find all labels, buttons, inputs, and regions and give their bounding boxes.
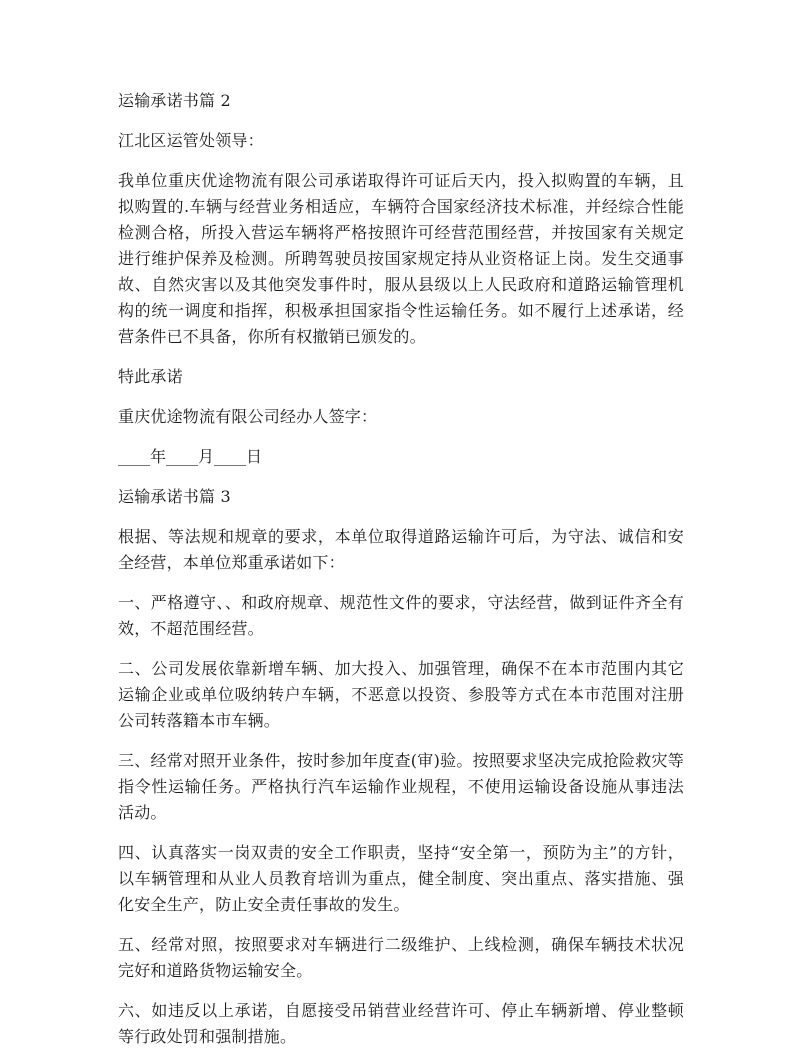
intro-paragraph: 根据、等法规和规章的要求，本单位取得道路运输许可后，为守法、诚信和安全经营，本单位郑重承诺如下： xyxy=(118,527,684,572)
commitment-item-1: 一、严格遵守、、和政府规章、规范性文件的要求，守法经营，做到证件齐全有效，不超范围经营。 xyxy=(118,593,684,638)
closing-phrase: 特此承诺 xyxy=(118,367,183,386)
salutation: 江北区运管处领导： xyxy=(118,131,264,150)
document-page xyxy=(118,88,684,1064)
commitment-item-3: 三、经常对照开业条件，按时参加年度查(审)验。按照要求坚决完成抢险救灾等指令性运输任务。严格执行汽车运输作业规程，不使用运输设备设施从事违法活动。 xyxy=(118,751,684,822)
commitment-item-4: 四、认真落实一岗双责的安全工作职责，坚持“安全第一，预防为主”的方针，以车辆管理和从业人员教育培训为重点，健全制度、突出重点、落实措施、强化安全生产，防止安全责任事故的发生。 xyxy=(118,843,684,914)
signature-line: 重庆优途物流有限公司经办人签字： xyxy=(118,407,378,426)
section-title-2: 运输承诺书篇 2 xyxy=(118,91,231,110)
commitment-item-6: 六、如违反以上承诺，自愿接受吊销营业经营许可、停止车辆新增、停业整顿等行政处罚和强制措施。 xyxy=(118,1001,684,1046)
section-title-3: 运输承诺书篇 3 xyxy=(118,487,231,506)
commitment-item-2: 二、公司发展依靠新增车辆、加大投入、加强管理，确保不在本市范围内其它运输企业或单位吸纳转户车辆，不恶意以投资、参股等方式在本市范围对注册公司转落籍本市车辆。 xyxy=(118,659,684,730)
commitment-item-5: 五、经常对照，按照要求对车辆进行二级维护、上线检测，确保车辆技术状况完好和道路货物运输安全。 xyxy=(118,935,684,980)
commitment-body: 我单位重庆优途物流有限公司承诺取得许可证后天内，投入拟购置的车辆，且拟购置的.车辆与经营业务相适应，车辆符合国家经济技术标准，并经综合性能检测合格，所投入营运车辆将严格按照许可经营范围经营，并按国家有关规定进行维护保养及检测。所聘驾驶员按国家规定持从业资格证上岗。发生交通事故、自然灾害以及其他突发事件时，服从县级以上人民政府和道路运输管理机构的统一调度和指挥，积极承担国家指令性运输任务。如不履行上述承诺，经营条件已不具备，你所有权撤销已颁发的。 xyxy=(118,171,684,346)
date-line: ____年____月____日 xyxy=(118,447,263,466)
